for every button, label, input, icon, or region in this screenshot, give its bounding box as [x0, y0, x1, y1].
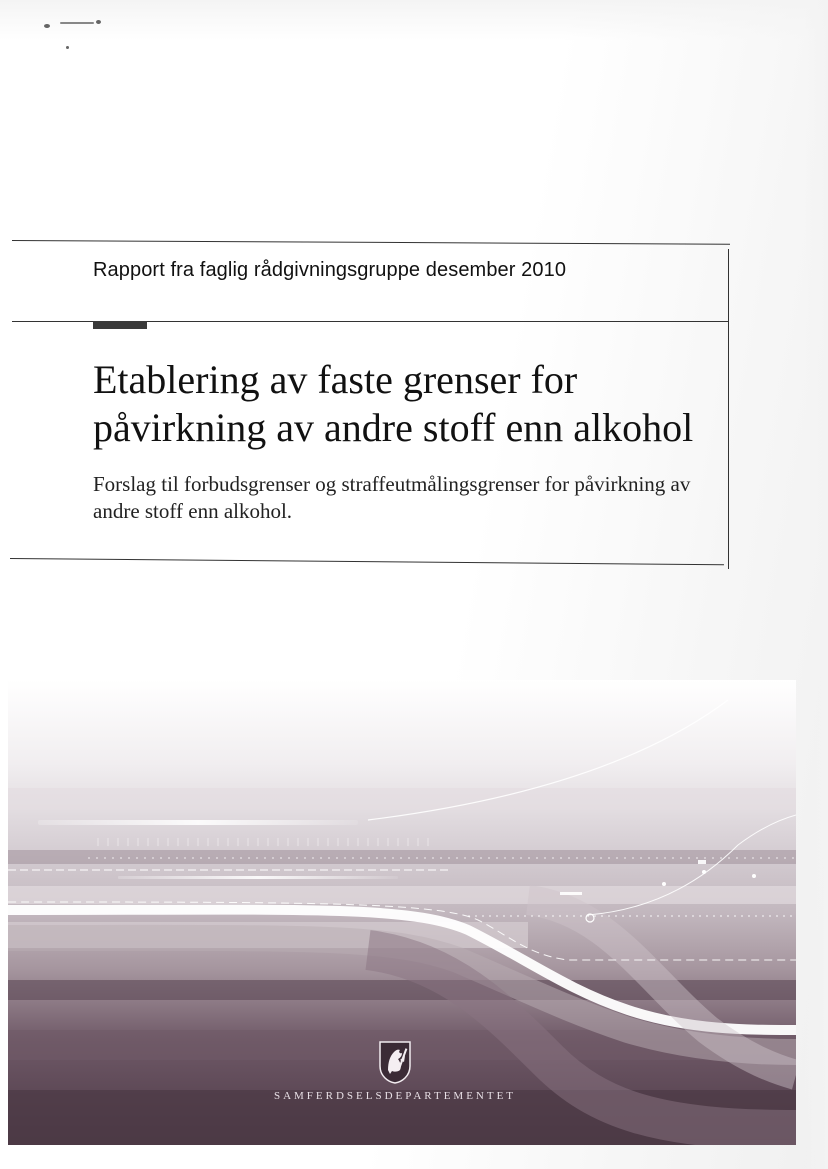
page-subtitle: Forslag til forbudsgrenser og straffeutmålingsgrenser for påvirkning av andre stoff enn alkohol. [93, 472, 691, 523]
scan-speck [44, 24, 50, 28]
page-title: Etablering av faste grenser for påvirkning av andre stoff enn alkohol [93, 357, 694, 450]
header-top-rule [12, 240, 730, 245]
scan-speck [96, 20, 101, 24]
ministry-name: SAMFERDSELSDEPARTEMENTET [273, 1090, 517, 1102]
norwegian-lion-crest-icon [378, 1040, 412, 1084]
header-bottom-rule [10, 558, 724, 565]
scan-edge [804, 0, 828, 1169]
scan-shade [0, 0, 828, 40]
scan-speck [66, 46, 69, 49]
scan-speck [60, 22, 94, 24]
report-label: Rapport fra faglig rådgivningsgruppe desember 2010 [93, 259, 567, 281]
accent-bar [93, 321, 147, 329]
